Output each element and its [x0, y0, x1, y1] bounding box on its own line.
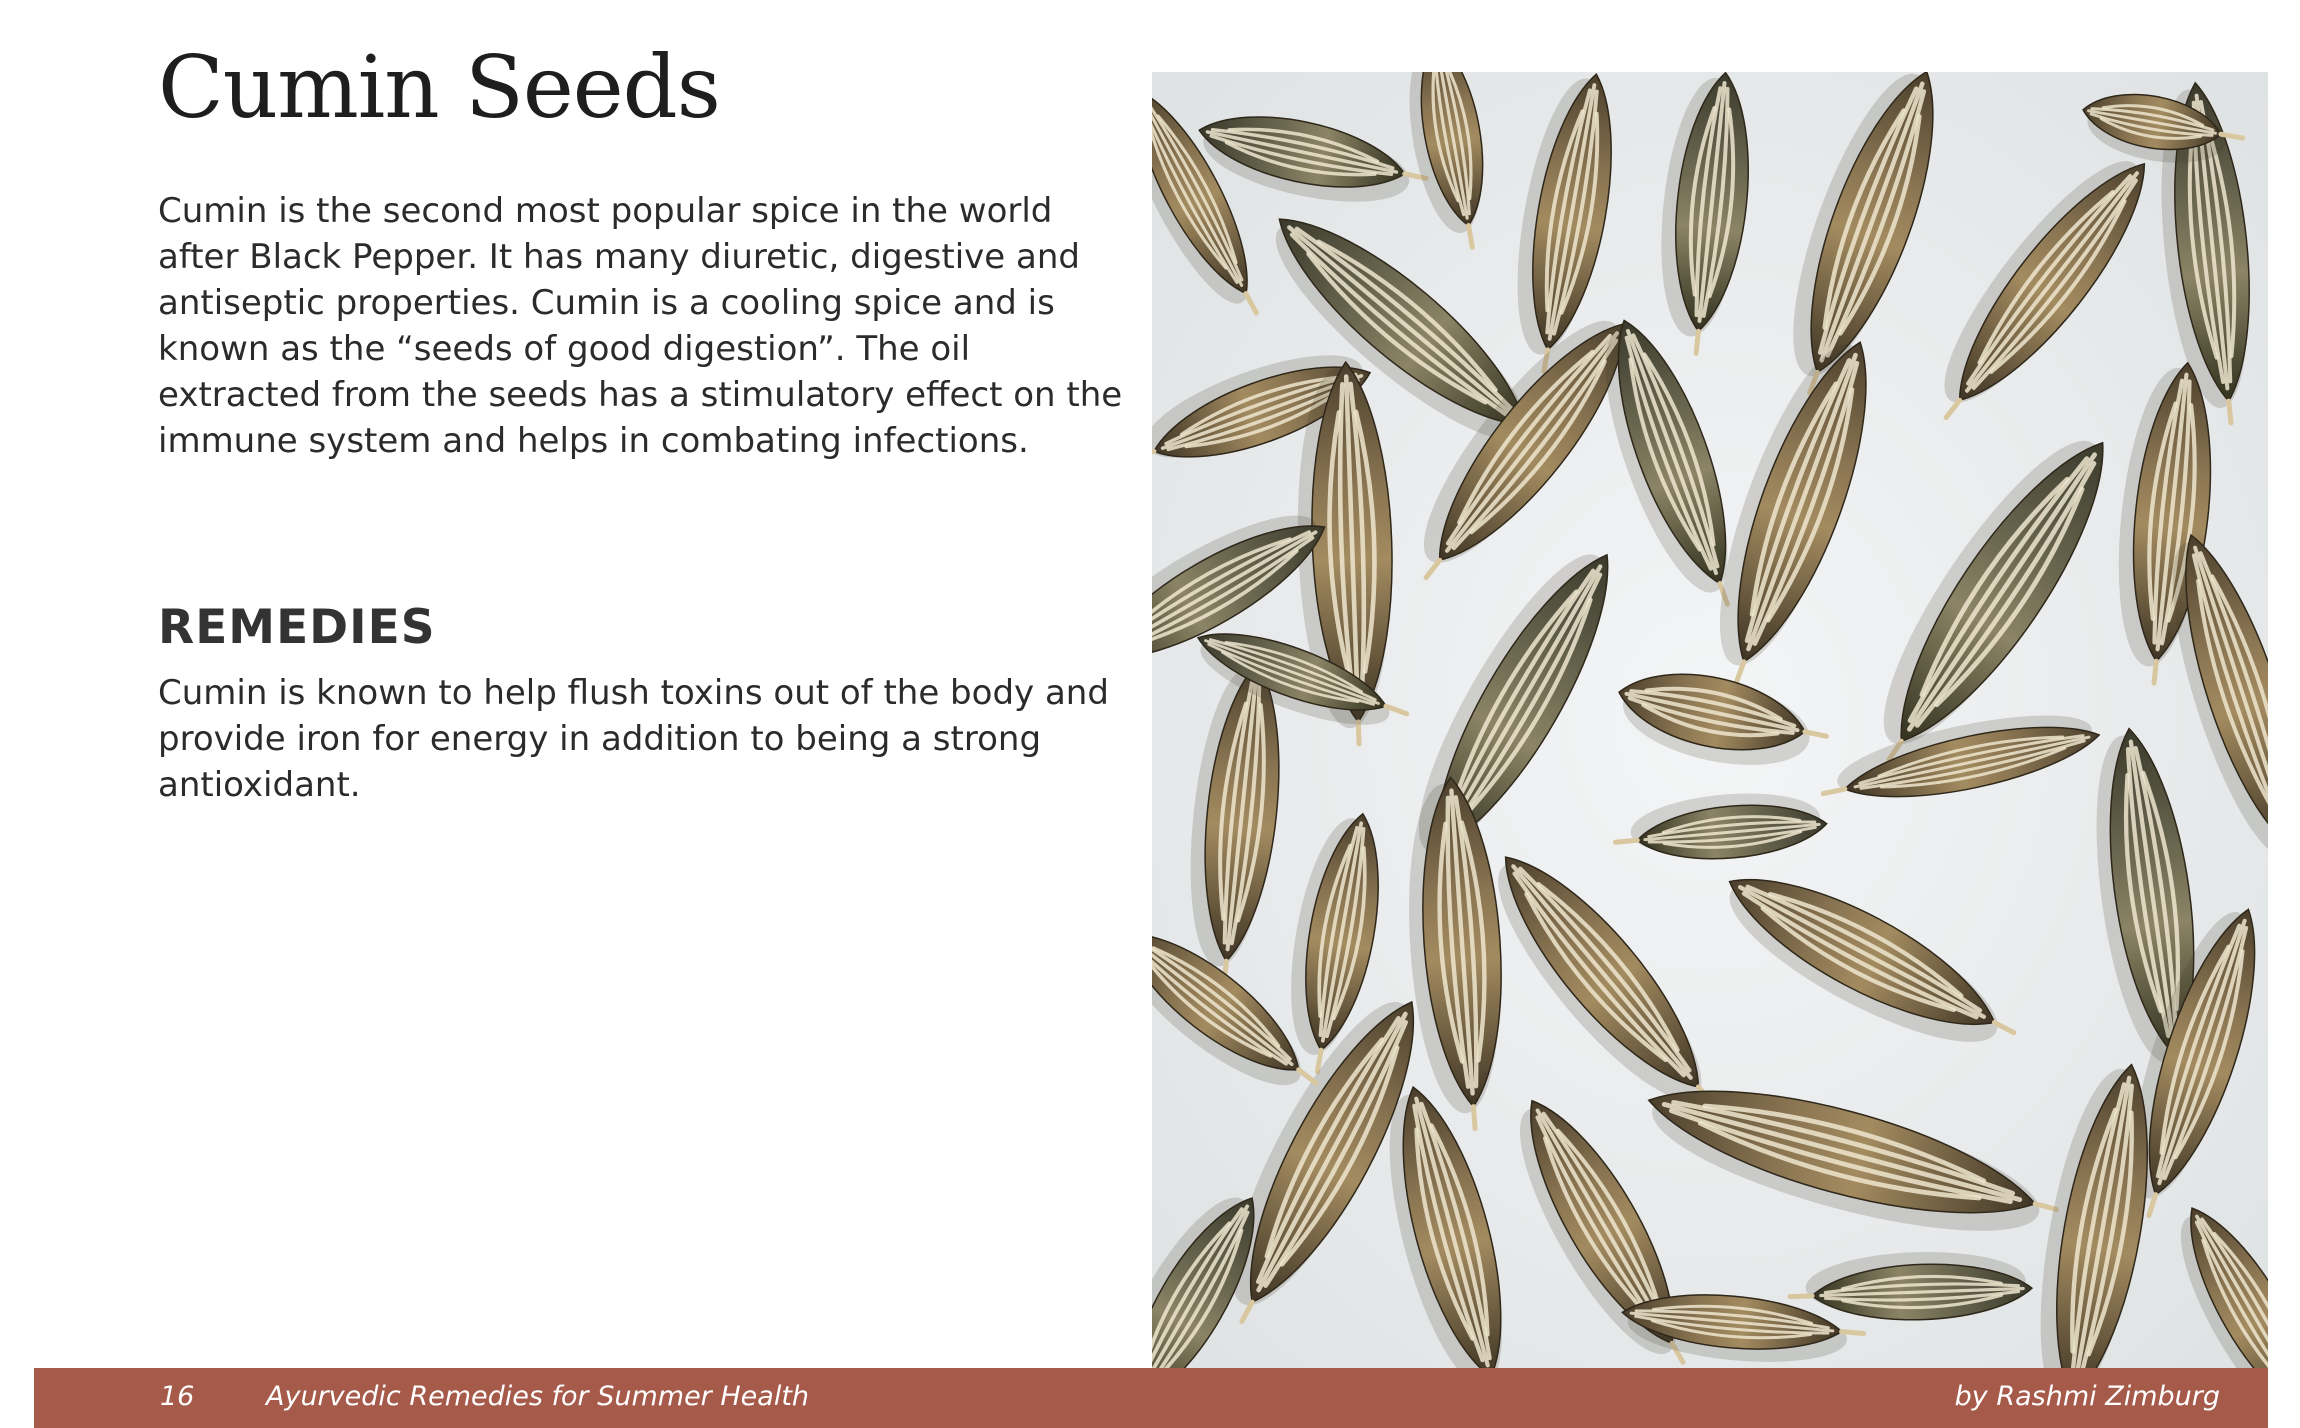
cumin-seeds-photo	[1152, 72, 2268, 1368]
page-number: 16	[160, 1381, 195, 1412]
intro-paragraph: Cumin is the second most popular spice in the world after Black Pepper. It has many diuretic, digestive and antiseptic properties. Cumin is a cooling spice and is known as the “seeds of good digestion”. The oil extracted from the seeds has a stimulatory effect on the immune system and helps in combating infections.	[158, 191, 1123, 461]
book-title: Ayurvedic Remedies for Summer Health	[266, 1381, 810, 1412]
page-title: Cumin Seeds	[158, 38, 720, 138]
cumin-seeds-illustration	[1152, 72, 2268, 1368]
footer-bar	[34, 1368, 2268, 1428]
author-credit: by Rashmi Zimburg	[1954, 1381, 2220, 1412]
remedies-paragraph: Cumin is known to help flush toxins out of the body and provide iron for energy in addition to being a strong antioxidant.	[158, 673, 1109, 805]
remedies-heading: REMEDIES	[158, 600, 436, 655]
